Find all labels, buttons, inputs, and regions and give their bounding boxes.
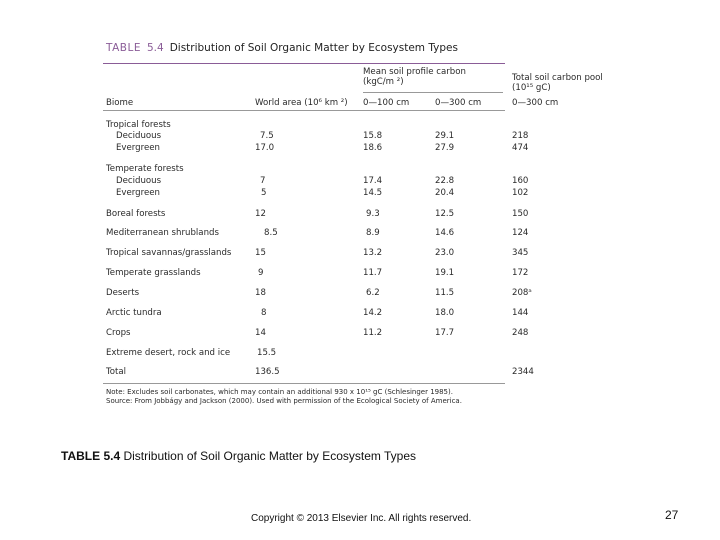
row-biome: Extreme desert, rock and ice: [106, 348, 231, 358]
row-m2: 14.6: [435, 228, 455, 238]
row-biome: Tropical savannas/grasslands: [106, 248, 232, 258]
row-m2: 19.1: [435, 268, 455, 278]
row-biome: Total: [106, 367, 127, 377]
header-underline-mean: [363, 92, 503, 93]
row-biome: Evergreen: [116, 143, 161, 153]
caption-text: Distribution of Soil Organic Matter by Ecosystem Types: [123, 449, 417, 463]
header-pool-group: Total soil carbon pool (10¹⁵ gC): [512, 73, 603, 93]
row-m1: 11.7: [363, 268, 383, 278]
row-m1: 15.8: [363, 131, 383, 141]
row-biome: Crops: [106, 328, 131, 338]
row-pool: 144: [512, 308, 529, 318]
row-area: 12: [255, 209, 266, 219]
table-title-text: Distribution of Soil Organic Matter by Ecosystem Types: [169, 42, 458, 54]
row-pool: 102: [512, 188, 529, 198]
caption-label: TABLE 5.4: [61, 449, 121, 463]
row-m1: 14.2: [363, 308, 383, 318]
table-title: [106, 42, 458, 54]
row-biome: Deserts: [106, 288, 140, 298]
table-note: [106, 388, 462, 406]
top-rule: [103, 63, 505, 64]
row-biome: Boreal forests: [106, 209, 166, 219]
row-m2: 22.8: [435, 176, 455, 186]
table-image: [103, 38, 603, 410]
table-label: TABLE: [106, 42, 141, 54]
row-m2: 18.0: [435, 308, 455, 318]
row-area: 17.0: [255, 143, 275, 153]
header-pool: 0—300 cm: [512, 98, 559, 108]
row-m2: 20.4: [435, 188, 455, 198]
bottom-rule: [103, 383, 505, 384]
row-biome: Mediterranean shrublands: [106, 228, 219, 238]
note-line-1: Note: Excludes soil carbonates, which may contain an additional 930 x 10¹⁵ gC (Schlesinger 1985).: [106, 388, 453, 396]
slide-caption: [61, 449, 416, 463]
table-number: 5.4: [146, 42, 164, 54]
row-area: 15.5: [257, 348, 277, 358]
row-area: 18: [255, 288, 266, 298]
row-biome: Deciduous: [116, 131, 162, 141]
row-m2: 29.1: [435, 131, 455, 141]
row-m1: 13.2: [363, 248, 383, 258]
row-pool: 172: [512, 268, 529, 278]
row-m1: 17.4: [363, 176, 383, 186]
row-m1: 9.3: [366, 209, 380, 219]
row-area: 9: [258, 268, 264, 278]
row-area: 15: [255, 248, 266, 258]
header-m1: 0—100 cm: [363, 98, 410, 108]
copyright-text: Copyright © 2013 Elsevier Inc. All rights reserved.: [251, 513, 472, 524]
row-pool: 248: [512, 328, 529, 338]
row-pool: 2344: [512, 367, 534, 377]
row-pool: 218: [512, 131, 529, 141]
row-area: 7: [260, 176, 266, 186]
row-m2: 11.5: [435, 288, 455, 298]
row-biome: Temperate forests: [106, 164, 184, 174]
header-m2: 0—300 cm: [435, 98, 482, 108]
row-pool: 208ᵃ: [512, 288, 532, 298]
row-biome: Temperate grasslands: [106, 268, 201, 278]
row-m2: 27.9: [435, 143, 455, 153]
row-biome: Tropical forests: [106, 120, 171, 130]
header-rule: [103, 110, 505, 111]
row-m2: 17.7: [435, 328, 455, 338]
header-mean-group: Mean soil profile carbon (kgC/m ²): [363, 67, 466, 87]
row-m1: 11.2: [363, 328, 383, 338]
row-biome: Deciduous: [116, 176, 162, 186]
row-area: 5: [261, 188, 267, 198]
row-pool: 160: [512, 176, 529, 186]
row-area: 8.5: [264, 228, 278, 238]
row-biome: Arctic tundra: [106, 308, 162, 318]
row-m2: 23.0: [435, 248, 455, 258]
row-pool: 150: [512, 209, 529, 219]
row-m1: 6.2: [366, 288, 380, 298]
row-pool: 474: [512, 143, 529, 153]
row-pool: 345: [512, 248, 529, 258]
row-area: 7.5: [260, 131, 274, 141]
row-area: 8: [261, 308, 267, 318]
row-pool: 124: [512, 228, 529, 238]
row-area: 136.5: [255, 367, 280, 377]
row-m1: 14.5: [363, 188, 383, 198]
row-area: 14: [255, 328, 266, 338]
row-biome: Evergreen: [116, 188, 161, 198]
row-m2: 12.5: [435, 209, 455, 219]
row-m1: 18.6: [363, 143, 383, 153]
note-line-2: Source: From Jobbágy and Jackson (2000). Used with permission of the Ecological Society of America.: [106, 397, 462, 405]
page-number: 27: [665, 508, 679, 522]
header-biome: Biome: [106, 98, 134, 108]
row-m1: 8.9: [366, 228, 380, 238]
header-area: World area (10⁶ km ²): [255, 98, 348, 108]
